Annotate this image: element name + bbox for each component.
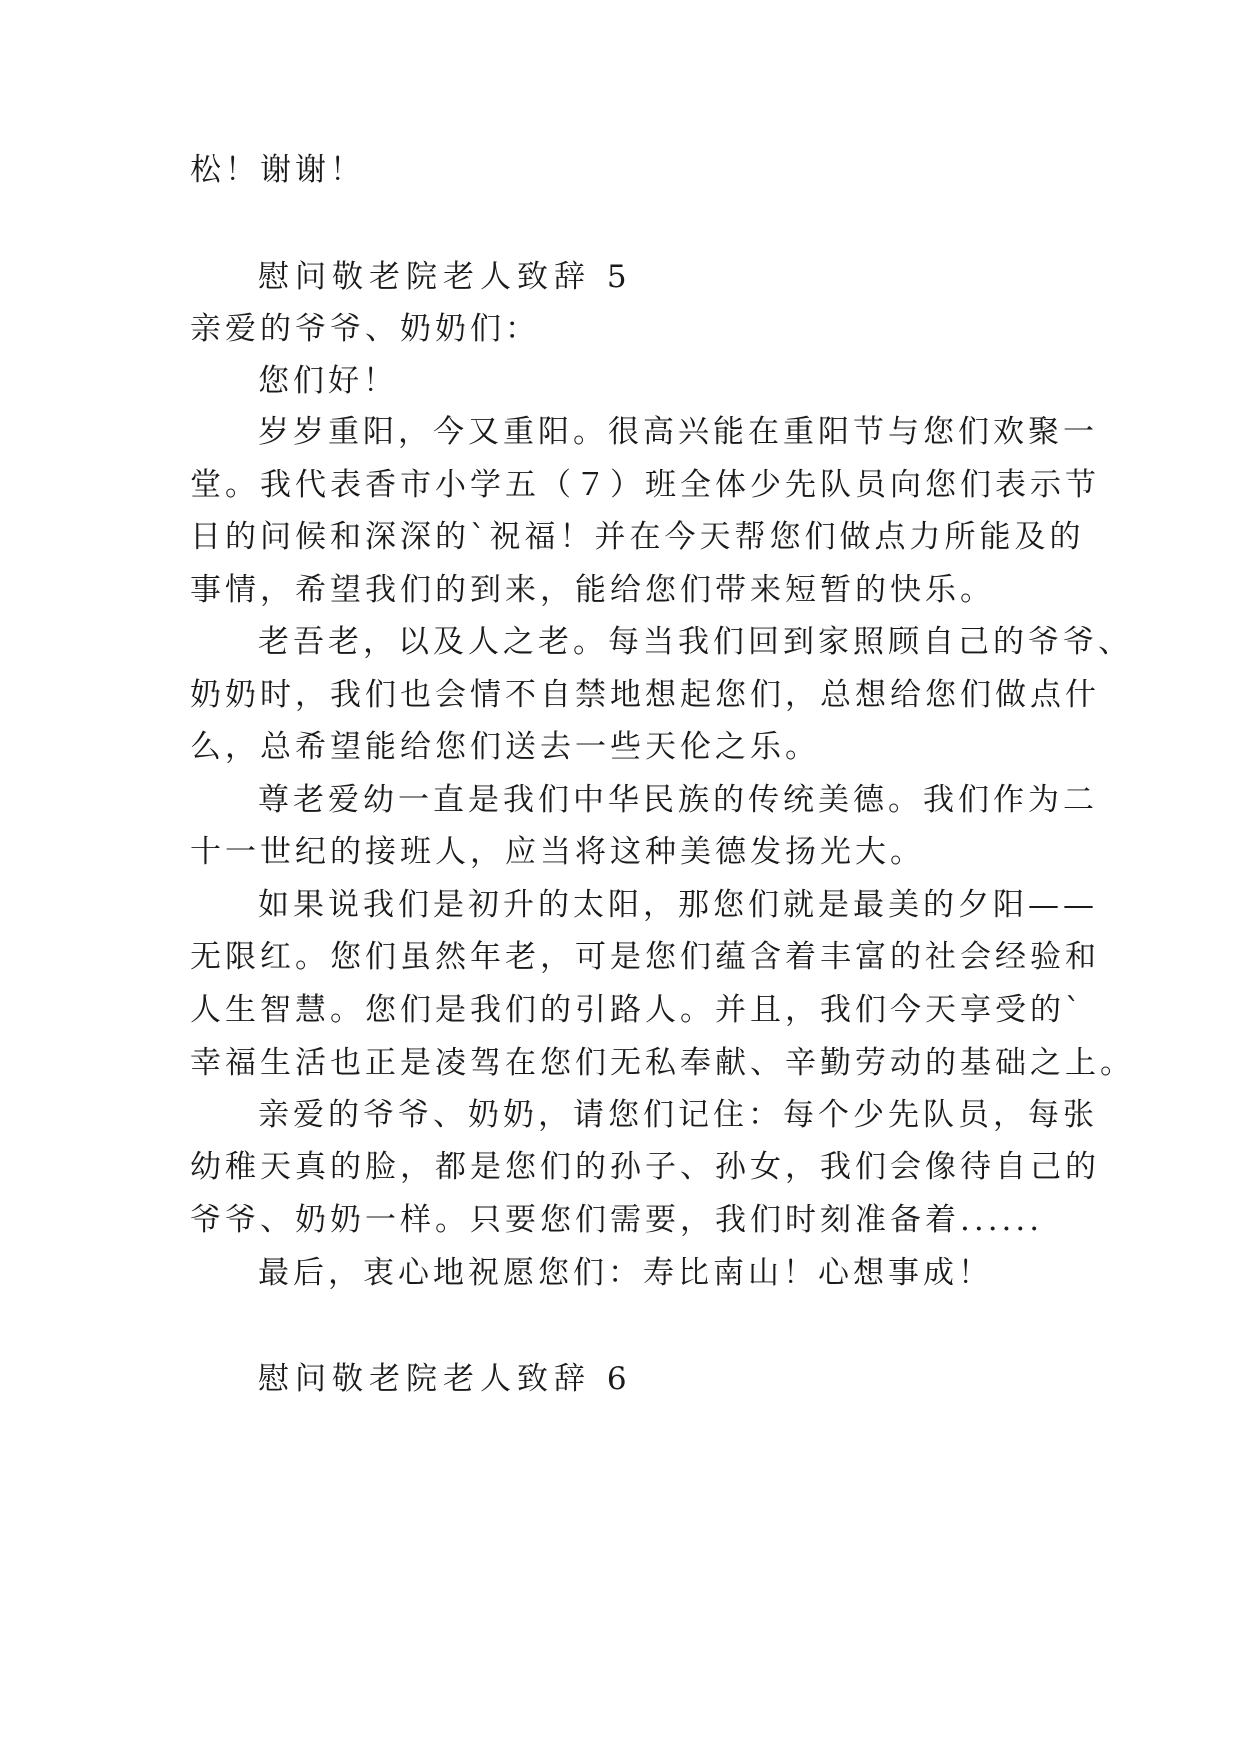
paragraph-line: 最后，衷心地祝愿您们：寿比南山！心想事成！ [258, 1255, 993, 1291]
paragraph-line: 日的问候和深深的`祝福！并在今天帮您们做点力所能及的 [190, 519, 1085, 555]
paragraph-line: 人生智慧。您们是我们的引路人。并且，我们今天享受的` [190, 992, 1085, 1028]
paragraph-line: 事情，希望我们的到来，能给您们带来短暂的快乐。 [190, 572, 995, 608]
paragraph-line: 幸福生活也正是凌驾在您们无私奉献、辛勤劳动的基础之上。 [190, 1045, 1135, 1081]
paragraph-line: 奶奶时，我们也会情不自禁地想起您们，总想给您们做点什 [190, 677, 1100, 713]
paragraph-line: 岁岁重阳，今又重阳。很高兴能在重阳节与您们欢聚一 [258, 414, 1098, 450]
paragraph-line: 无限红。您们虽然年老，可是您们蕴含着丰富的社会经验和 [190, 939, 1100, 975]
paragraph-line: 老吾老，以及人之老。每当我们回到家照顾自己的爷爷、 [258, 624, 1133, 660]
salutation: 亲爱的爷爷、奶奶们： [190, 311, 540, 347]
paragraph-line: 爷爷、奶奶一样。只要您们需要，我们时刻准备着...... [190, 1202, 1044, 1238]
paragraph-line: 亲爱的爷爷、奶奶，请您们记住：每个少先队员，每张 [258, 1097, 1098, 1133]
section-title: 慰问敬老院老人致辞 5 [258, 259, 633, 295]
text-line: 松！谢谢！ [190, 152, 365, 188]
section-title: 慰问敬老院老人致辞 6 [258, 1361, 633, 1397]
paragraph-line: 幼稚天真的脸，都是您们的孙子、孙女，我们会像待自己的 [190, 1149, 1100, 1185]
paragraph-line: 么，总希望能给您们送去一些天伦之乐。 [190, 729, 820, 765]
paragraph-line: 尊老爱幼一直是我们中华民族的传统美德。我们作为二 [258, 782, 1098, 818]
greeting: 您们好！ [258, 363, 398, 399]
paragraph-line: 堂。我代表香市小学五（７）班全体少先队员向您们表示节 [190, 467, 1100, 503]
paragraph-line: 如果说我们是初升的太阳，那您们就是最美的夕阳—— [258, 887, 1098, 923]
paragraph-line: 十一世纪的接班人，应当将这种美德发扬光大。 [190, 834, 925, 870]
